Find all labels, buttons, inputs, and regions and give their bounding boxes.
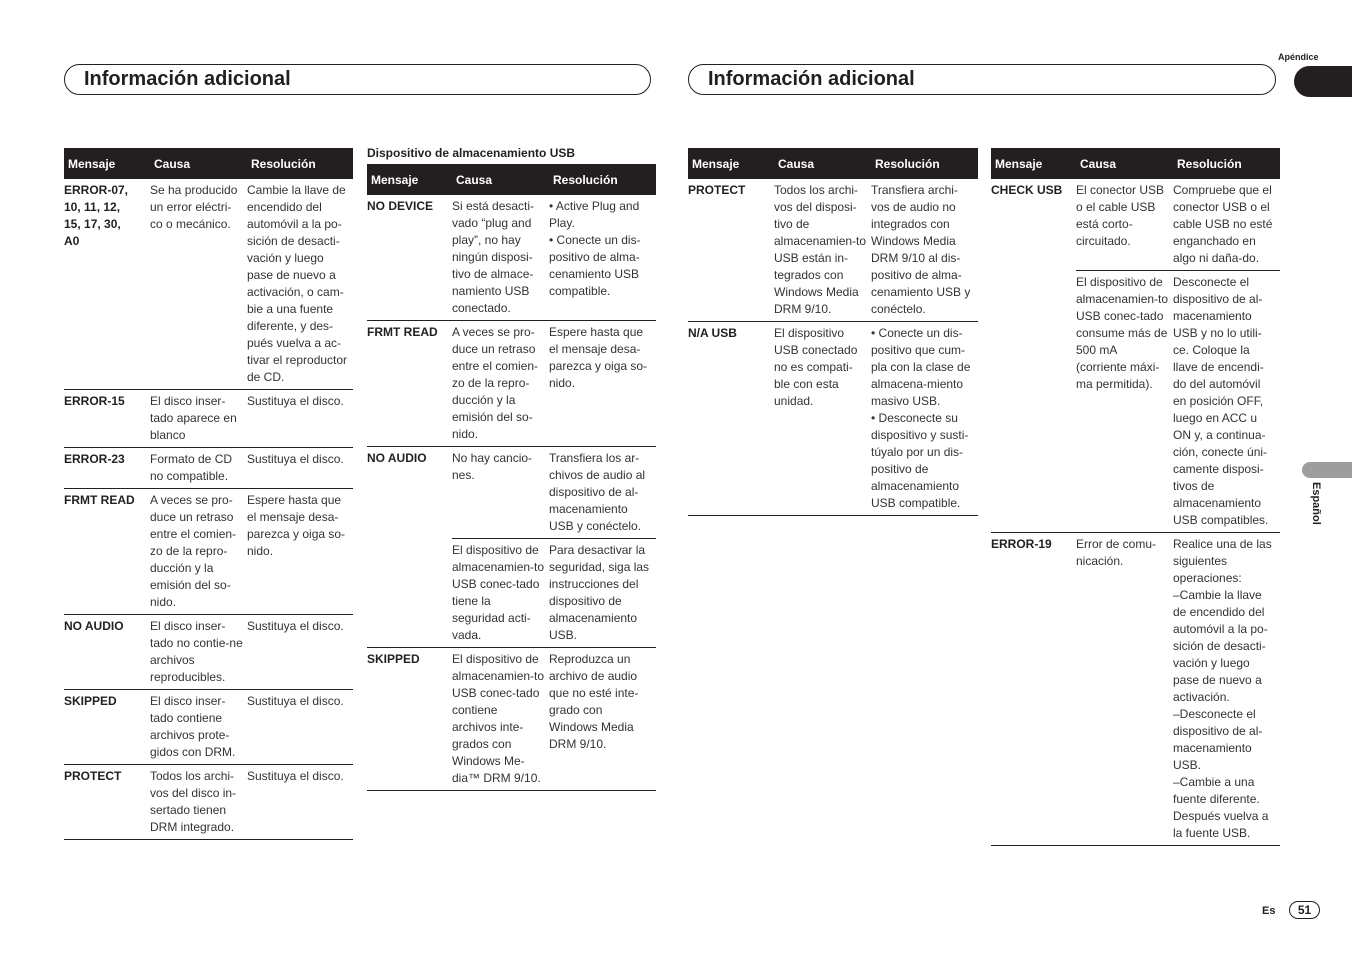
footer-language: Es: [1262, 905, 1276, 917]
header-resolucion: Resolución: [247, 148, 353, 179]
cell-causa: El dispositivo de almacenamien-to USB conec-tado tiene la seguridad acti-vada.: [452, 539, 549, 648]
cell-causa: El dispositivo de almacenamien-to USB conec-tado contiene archivos inte-grados con Windows Me-dia™ DRM 9/10.: [452, 648, 549, 791]
table-row: [64, 615, 353, 690]
header-resolucion: Resolución: [871, 148, 978, 179]
table-row: [367, 648, 656, 791]
cell-mensaje: SKIPPED: [367, 648, 452, 791]
table-row: [991, 179, 1280, 271]
table-row: [367, 447, 656, 539]
page-number: 51: [1289, 901, 1320, 919]
cell-resolucion: Desconecte el dispositivo de al-macenamiento USB y no lo utili-ce. Coloque la llave de encendi-do del automóvil en posición OFF, luego en ACC u ON y, a continua-ción, conecte úni-camente disposi-tivos de almacenamiento USB compatibles.: [1173, 271, 1280, 533]
table-row: [367, 321, 656, 447]
cell-mensaje: ERROR-15: [64, 390, 150, 448]
cell-causa: El disco inser-tado no contie-ne archivos reproducibles.: [150, 615, 247, 690]
cell-causa: No hay cancio-nes.: [452, 447, 549, 539]
cell-mensaje: SKIPPED: [64, 690, 150, 765]
cell-mensaje: N/A USB: [688, 322, 774, 516]
language-label: Español: [1310, 482, 1322, 525]
table-row: [64, 690, 353, 765]
cell-mensaje: FRMT READ: [64, 489, 150, 615]
cell-causa: Se ha producido un error eléctri-co o mecánico.: [150, 179, 247, 390]
usb-section-title: Dispositivo de almacenamiento USB: [367, 146, 576, 160]
cell-mensaje: [367, 539, 452, 648]
cell-resolucion: Compruebe que el conector USB o el cable USB no esté enganchado en algo ni daña-do.: [1173, 179, 1280, 271]
table-usb-errors: [991, 148, 1280, 846]
table-row: [991, 271, 1280, 533]
cell-resolucion: Sustituya el disco.: [247, 615, 353, 690]
header-mensaje: Mensaje: [64, 148, 150, 179]
table-disc-messages: [64, 148, 353, 840]
table-row: [64, 179, 353, 390]
header-causa: Causa: [150, 148, 247, 179]
cell-causa: Si está desacti-vado “plug and play”, no hay ningún disposi-tivo de almace-namiento USB conectado.: [452, 195, 549, 321]
cell-resolucion: Sustituya el disco.: [247, 765, 353, 840]
cell-resolucion: Sustituya el disco.: [247, 448, 353, 489]
cell-resolucion: Transfiera archi-vos de audio no integrados con Windows Media DRM 9/10 al dis-positivo de alma-cenamiento USB y conéctelo.: [871, 179, 978, 322]
table-row: [991, 533, 1280, 846]
page-title-left: Información adicional: [64, 64, 651, 95]
cell-resolucion: Para desactivar la seguridad, siga las instrucciones del dispositivo de almacenamiento USB.: [549, 539, 656, 648]
table-row: [64, 448, 353, 489]
language-tab: [1302, 462, 1352, 478]
cell-causa: Error de comu-nicación.: [1076, 533, 1173, 846]
cell-mensaje: PROTECT: [64, 765, 150, 840]
cell-causa: A veces se pro-duce un retraso entre el comien-zo de la repro-ducción y la emisión del so-nido.: [150, 489, 247, 615]
cell-mensaje: NO AUDIO: [367, 451, 427, 465]
table-row: [64, 765, 353, 840]
cell-causa: El conector USB o el cable USB está corto-circuitado.: [1076, 179, 1173, 271]
cell-resolucion: Sustituya el disco.: [247, 390, 353, 448]
cell-mensaje: NO AUDIO: [64, 615, 150, 690]
table-row: [688, 179, 978, 322]
cell-mensaje: PROTECT: [688, 179, 774, 322]
header-resolucion: Resolución: [1173, 148, 1280, 179]
table-usb-messages: [367, 145, 656, 791]
section-tab: [1294, 66, 1352, 97]
header-resolucion: Resolución: [549, 164, 656, 195]
section-label: Apéndice: [1278, 52, 1319, 62]
cell-causa: Todos los archi-vos del disco in-sertado tienen DRM integrado.: [150, 765, 247, 840]
cell-resolucion: Espere hasta que el mensaje desa-parezca y oiga so-nido.: [549, 321, 656, 447]
cell-causa: El dispositivo USB conectado no es compati-ble con esta unidad.: [774, 322, 871, 516]
cell-mensaje: [991, 271, 1076, 533]
header-causa: Causa: [1076, 148, 1173, 179]
table-row: [367, 539, 656, 648]
cell-resolucion: • Active Plug and Play. • Conecte un dis-positivo de alma-cenamiento USB compatible.: [549, 195, 656, 321]
cell-causa: El dispositivo de almacenamien-to USB conec-tado consume más de 500 mA (corriente máxi-ma permitida).: [1076, 271, 1173, 533]
cell-mensaje: ERROR-07, 10, 11, 12, 15, 17, 30, A0: [64, 179, 150, 390]
cell-causa: El disco inser-tado contiene archivos prote-gidos con DRM.: [150, 690, 247, 765]
header-mensaje: Mensaje: [688, 148, 774, 179]
header-mensaje: Mensaje: [991, 148, 1076, 179]
table-usb-messages-cont: [688, 148, 978, 516]
cell-mensaje: CHECK USB: [991, 183, 1063, 197]
header-causa: Causa: [774, 148, 871, 179]
cell-resolucion: Realice una de las siguientes operaciones: –Cambie la llave de encendido del automóvil a la po-sición de desacti-vación y luego pase de nuevo a activación. –Desconecte el dispositivo de al-macenamiento USB. –Cambie a una fuente diferente. Después vuelva a la fuente USB.: [1173, 533, 1280, 846]
cell-causa: Formato de CD no compatible.: [150, 448, 247, 489]
cell-resolucion: Transfiera los ar-chivos de audio al dispositivo de al-macenamiento USB y conéctelo.: [549, 447, 656, 539]
table-row: [688, 322, 978, 516]
table-row: [64, 390, 353, 448]
cell-resolucion: Reproduzca un archivo de audio que no esté inte-grado con Windows Media DRM 9/10.: [549, 648, 656, 791]
cell-causa: El disco inser-tado aparece en blanco: [150, 390, 247, 448]
cell-causa: Todos los archi-vos del disposi-tivo de almacenamien-to USB están in-tegrados con Windows Media DRM 9/10.: [774, 179, 871, 322]
table-row: [64, 489, 353, 615]
cell-mensaje: ERROR-23: [64, 448, 150, 489]
cell-mensaje: NO DEVICE: [367, 195, 452, 321]
cell-causa: A veces se pro-duce un retraso entre el comien-zo de la repro-ducción y la emisión del so-nido.: [452, 321, 549, 447]
cell-resolucion: • Conecte un dis-positivo que cum-pla con la clase de almacena-miento masivo USB. • Desconecte su dispositivo y susti-túyalo por un dis-positivo de almacenamiento USB compatible.: [871, 322, 978, 516]
cell-mensaje: ERROR-19: [991, 533, 1076, 846]
header-causa: Causa: [452, 164, 549, 195]
cell-resolucion: Espere hasta que el mensaje desa-parezca y oiga so-nido.: [247, 489, 353, 615]
cell-resolucion: Sustituya el disco.: [247, 690, 353, 765]
table-row: [367, 195, 656, 321]
cell-resolucion: Cambie la llave de encendido del automóvil a la po-sición de desacti-vación y luego pase de nuevo a activación, o cam-bie a una fuente diferente, y des-pués vuelva a ac-tivar el reproductor de CD.: [247, 179, 353, 390]
page-title-right: Información adicional: [688, 64, 1276, 95]
cell-mensaje: FRMT READ: [367, 321, 452, 447]
header-mensaje: Mensaje: [367, 164, 452, 195]
